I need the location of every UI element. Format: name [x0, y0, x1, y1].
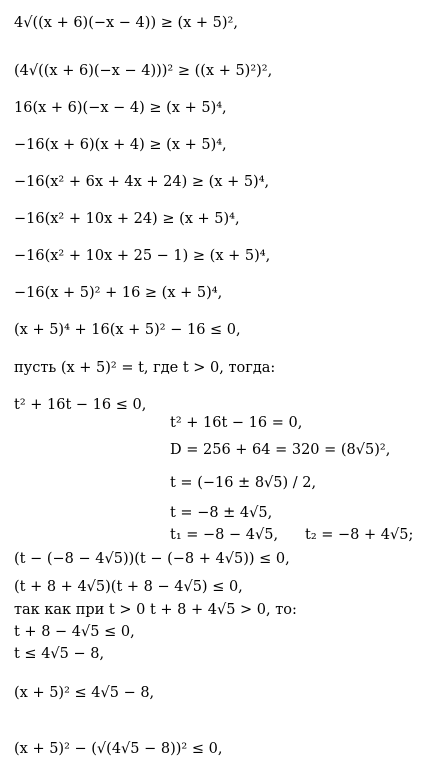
math-line-2: (4√((x + 6)(−x − 4)))² ≥ ((x + 5)²)²,	[14, 63, 273, 79]
discriminant-line: D = 256 + 64 = 320 = (8√5)²,	[170, 442, 391, 458]
math-line-23: (x + 5)² ≤ 4√5 − 8,	[14, 685, 155, 701]
math-line-21: t + 8 − 4√5 ≤ 0,	[14, 624, 135, 640]
substitution-line: пусть (x + 5)² = t, где t > 0, тогда:	[14, 360, 276, 376]
root-t2-line: t₂ = −8 + 4√5;	[305, 527, 414, 543]
math-line-20: так как при t > 0 t + 8 + 4√5 > 0, то:	[14, 602, 297, 618]
math-line-12: t² + 16t − 16 = 0,	[170, 415, 303, 431]
math-line-4: −16(x + 6)(x + 4) ≥ (x + 5)⁴,	[14, 137, 227, 153]
math-line-9: (x + 5)⁴ + 16(x + 5)² − 16 ≤ 0,	[14, 322, 241, 338]
math-line-1: 4√((x + 6)(−x − 4)) ≥ (x + 5)²,	[14, 15, 238, 31]
math-line-18: (t − (−8 − 4√5))(t − (−8 + 4√5)) ≤ 0,	[14, 551, 290, 567]
math-line-8: −16(x + 5)² + 16 ≥ (x + 5)⁴,	[14, 285, 223, 301]
roots-line: t = −8 ± 4√5,	[170, 505, 273, 521]
root-t1-line: t₁ = −8 − 4√5,	[170, 527, 279, 543]
math-line-11: t² + 16t − 16 ≤ 0,	[14, 397, 147, 413]
math-line-6: −16(x² + 10x + 24) ≥ (x + 5)⁴,	[14, 211, 240, 227]
math-line-3: 16(x + 6)(−x − 4) ≥ (x + 5)⁴,	[14, 100, 227, 116]
math-line-5: −16(x² + 6x + 4x + 24) ≥ (x + 5)⁴,	[14, 174, 270, 190]
math-line-22: t ≤ 4√5 − 8,	[14, 646, 105, 662]
math-line-7: −16(x² + 10x + 25 − 1) ≥ (x + 5)⁴,	[14, 248, 271, 264]
roots-formula-line: t = (−16 ± 8√5) / 2,	[170, 475, 317, 491]
math-line-19: (t + 8 + 4√5)(t + 8 − 4√5) ≤ 0,	[14, 579, 243, 595]
math-line-24: (x + 5)² − (√(4√5 − 8))² ≤ 0,	[14, 741, 223, 757]
